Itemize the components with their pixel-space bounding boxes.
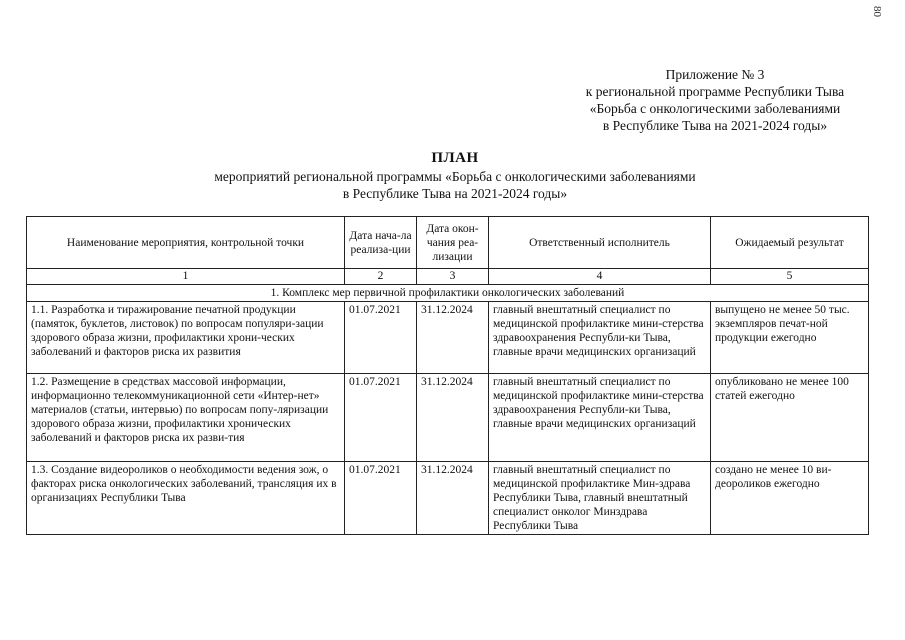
section-title: 1. Комплекс мер первичной профилактики онкологических заболеваний — [27, 285, 869, 302]
cell-end-date: 31.12.2024 — [417, 374, 489, 462]
header-end-date: Дата окон-чания реа-лизации — [417, 217, 489, 269]
document-heading — [40, 149, 870, 202]
cell-end-date: 31.12.2024 — [417, 302, 489, 374]
page-number: 80 — [871, 6, 883, 17]
plan-table — [26, 216, 869, 535]
document-title: ПЛАН — [431, 150, 479, 166]
appendix-line-1: Приложение № 3 — [665, 67, 765, 82]
column-number: 2 — [345, 269, 417, 285]
cell-name: 1.3. Создание видеороликов о необходимости ведения зож, о факторах риска онкологических заболеваний, трансляция их в организациях Республики Тыва — [27, 462, 345, 535]
appendix-line-2: к региональной программе Республики Тыва — [585, 84, 845, 99]
header-result: Ожидаемый результат — [711, 217, 869, 269]
column-number: 1 — [27, 269, 345, 285]
cell-start-date: 01.07.2021 — [345, 302, 417, 374]
cell-result: создано не менее 10 ви-деороликов ежегодно — [711, 462, 869, 535]
table-header-row — [27, 217, 869, 269]
column-number: 4 — [489, 269, 711, 285]
document-subtitle-line-2: в Республике Тыва на 2021-2024 годы» — [342, 186, 568, 201]
cell-responsible: главный внештатный специалист по медицинской профилактике мини-стерства здравоохранения Республи-ки Тыва, главные врачи медицинских организаций — [489, 302, 711, 374]
cell-responsible: главный внештатный специалист по медицинской профилактике Мин-здрава Республики Тыва, главный внештатный специалист онколог Минздрава Республики Тыва — [489, 462, 711, 535]
cell-name: 1.2. Размещение в средствах массовой информации, информационно телекоммуникационной сети «Интер-нет» материалов (статьи, интервью) по вопросам попу-ляризации здорового образа жизни, профилактики хронических заболеваний и факторов риска их разви-тия — [27, 374, 345, 462]
cell-start-date: 01.07.2021 — [345, 374, 417, 462]
cell-end-date: 31.12.2024 — [417, 462, 489, 535]
document-subtitle-line-1: мероприятий региональной программы «Борьба с онкологическими заболеваниями — [214, 169, 696, 184]
column-number: 3 — [417, 269, 489, 285]
cell-result: выпущено не менее 50 тыс. экземпляров печат-ной продукции ежегодно — [711, 302, 869, 374]
header-responsible: Ответственный исполнитель — [489, 217, 711, 269]
table-row — [27, 302, 869, 374]
appendix-line-4: в Республике Тыва на 2021-2024 годы» — [602, 118, 828, 133]
section-row — [27, 285, 869, 302]
appendix-block — [555, 66, 875, 134]
appendix-line-3: «Борьба с онкологическими заболеваниями — [589, 101, 841, 116]
cell-start-date: 01.07.2021 — [345, 462, 417, 535]
cell-name: 1.1. Разработка и тиражирование печатной продукции (памяток, буклетов, листовок) по вопросам популяри-зации здорового образа жизни, профилактики хрони-ческих заболеваний и факторов риска их развития — [27, 302, 345, 374]
table-row — [27, 462, 869, 535]
cell-responsible: главный внештатный специалист по медицинской профилактике мини-стерства здравоохранения Республи-ки Тыва, главные врачи медицинских организаций — [489, 374, 711, 462]
column-number: 5 — [711, 269, 869, 285]
table-row — [27, 374, 869, 462]
column-number-row — [27, 269, 869, 285]
header-start-date: Дата нача-ла реализа-ции — [345, 217, 417, 269]
cell-result: опубликовано не менее 100 статей ежегодно — [711, 374, 869, 462]
header-name: Наименование мероприятия, контрольной точки — [27, 217, 345, 269]
